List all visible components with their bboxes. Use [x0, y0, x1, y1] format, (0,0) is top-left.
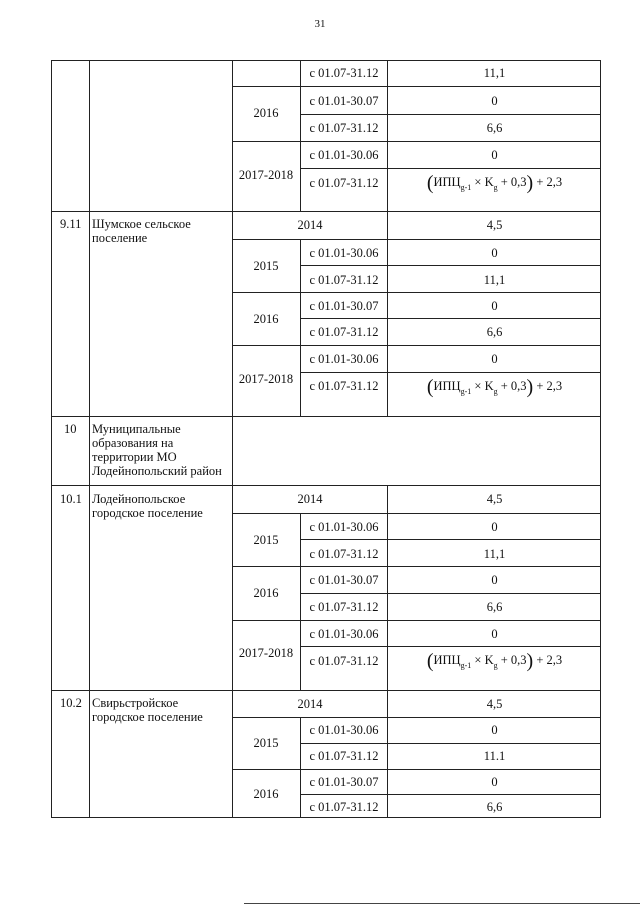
value-cell: 0 [491, 627, 498, 641]
value-cell: 0 [491, 520, 498, 534]
year-cell: 2016 [253, 312, 279, 326]
year-cell: 2015 [253, 259, 279, 273]
period-cell: с 01.01-30.07 [309, 775, 379, 789]
value-cell: 0 [491, 246, 498, 260]
value-cell: 11,1 [483, 547, 506, 561]
value-cell: 6,6 [486, 600, 503, 614]
year-cell: 2017-2018 [238, 372, 294, 386]
year-cell: 2014 [297, 492, 323, 506]
period-cell: с 01.07-31.12 [309, 121, 379, 135]
year-cell: 2017-2018 [238, 646, 294, 660]
value-cell: 6,6 [486, 121, 503, 135]
period-cell: с 01.07-31.12 [309, 600, 379, 614]
grid-line [232, 769, 601, 770]
period-cell: с 01.07-31.12 [309, 800, 379, 814]
row-number: 10 [64, 422, 77, 436]
municipality-name: Свирьстройское городское поселение [92, 696, 203, 724]
grid-line [300, 539, 601, 540]
period-cell: с 01.07-31.12 [309, 749, 379, 763]
value-cell: 4,5 [486, 218, 503, 232]
grid-line [232, 566, 601, 567]
value-cell: 11,1 [483, 273, 506, 287]
period-cell: с 01.01-30.06 [309, 520, 379, 534]
grid-line [300, 265, 601, 266]
year-cell: 2014 [297, 697, 323, 711]
grid-line [300, 646, 601, 647]
page-number: 31 [314, 18, 326, 30]
value-cell: 0 [491, 299, 498, 313]
municipality-name: Шумское сельское поселение [92, 217, 191, 245]
year-cell: 2014 [297, 218, 323, 232]
value-cell: 0 [491, 775, 498, 789]
period-cell: с 01.01-30.06 [309, 723, 379, 737]
value-cell: 4,5 [486, 697, 503, 711]
period-cell: с 01.07-31.12 [309, 325, 379, 339]
grid-line [300, 318, 601, 319]
period-cell: с 01.07-31.12 [309, 379, 379, 393]
grid-line [232, 141, 601, 142]
grid-line [52, 211, 601, 212]
value-cell: 0 [491, 573, 498, 587]
index-formula: $(ИПЦ_{g-1} \times K_g + 0,3) + 2,3$ [426, 172, 563, 194]
value-cell: 4,5 [486, 492, 503, 506]
grid-line [300, 743, 601, 744]
period-cell: с 01.07-31.12 [309, 66, 379, 80]
grid-line [300, 114, 601, 115]
period-cell: с 01.07-31.12 [309, 547, 379, 561]
year-cell: 2017-2018 [238, 168, 294, 182]
row-number: 10.1 [60, 492, 82, 506]
row-number: 9.11 [60, 217, 82, 231]
tariff-table [51, 60, 601, 818]
grid-line [300, 372, 601, 373]
value-cell: 6,6 [486, 800, 503, 814]
grid-line [232, 292, 601, 293]
year-cell: 2016 [253, 586, 279, 600]
period-cell: с 01.01-30.07 [309, 573, 379, 587]
period-cell: с 01.07-31.12 [309, 654, 379, 668]
grid-line [232, 86, 601, 87]
grid-line [232, 513, 601, 514]
municipality-name: Муниципальные образования на территории МО Лодейнопольский район [92, 422, 222, 478]
year-cell: 2016 [253, 106, 279, 120]
grid-line [232, 717, 601, 718]
grid-line [52, 416, 601, 417]
year-cell: 2016 [253, 787, 279, 801]
grid-line [300, 593, 601, 594]
grid-line [232, 345, 601, 346]
value-cell: 0 [491, 352, 498, 366]
year-cell: 2015 [253, 533, 279, 547]
footer-rule [244, 903, 640, 904]
period-cell: с 01.07-31.12 [309, 176, 379, 190]
period-cell: с 01.07-31.12 [309, 273, 379, 287]
period-cell: с 01.01-30.06 [309, 352, 379, 366]
period-cell: с 01.01-30.06 [309, 627, 379, 641]
period-cell: с 01.01-30.07 [309, 94, 379, 108]
period-cell: с 01.01-30.07 [309, 299, 379, 313]
value-cell: 6,6 [486, 325, 503, 339]
grid-line [232, 239, 601, 240]
value-cell: 11,1 [483, 66, 506, 80]
grid-line [52, 485, 601, 486]
year-cell: 2015 [253, 736, 279, 750]
period-cell: с 01.01-30.06 [309, 148, 379, 162]
grid-line [52, 690, 601, 691]
value-cell: 0 [491, 94, 498, 108]
value-cell: 0 [491, 723, 498, 737]
index-formula: $(ИПЦ_{g-1} \times K_g + 0,3) + 2,3$ [426, 376, 563, 398]
index-formula: $(ИПЦ_{g-1} \times K_g + 0,3) + 2,3$ [426, 650, 563, 672]
grid-line [232, 620, 601, 621]
municipality-name: Лодейнопольское городское поселение [92, 492, 203, 520]
grid-line [300, 794, 601, 795]
grid-line [300, 168, 601, 169]
row-number: 10.2 [60, 696, 82, 710]
value-cell: 0 [491, 148, 498, 162]
value-cell: 11.1 [483, 749, 506, 763]
period-cell: с 01.01-30.06 [309, 246, 379, 260]
